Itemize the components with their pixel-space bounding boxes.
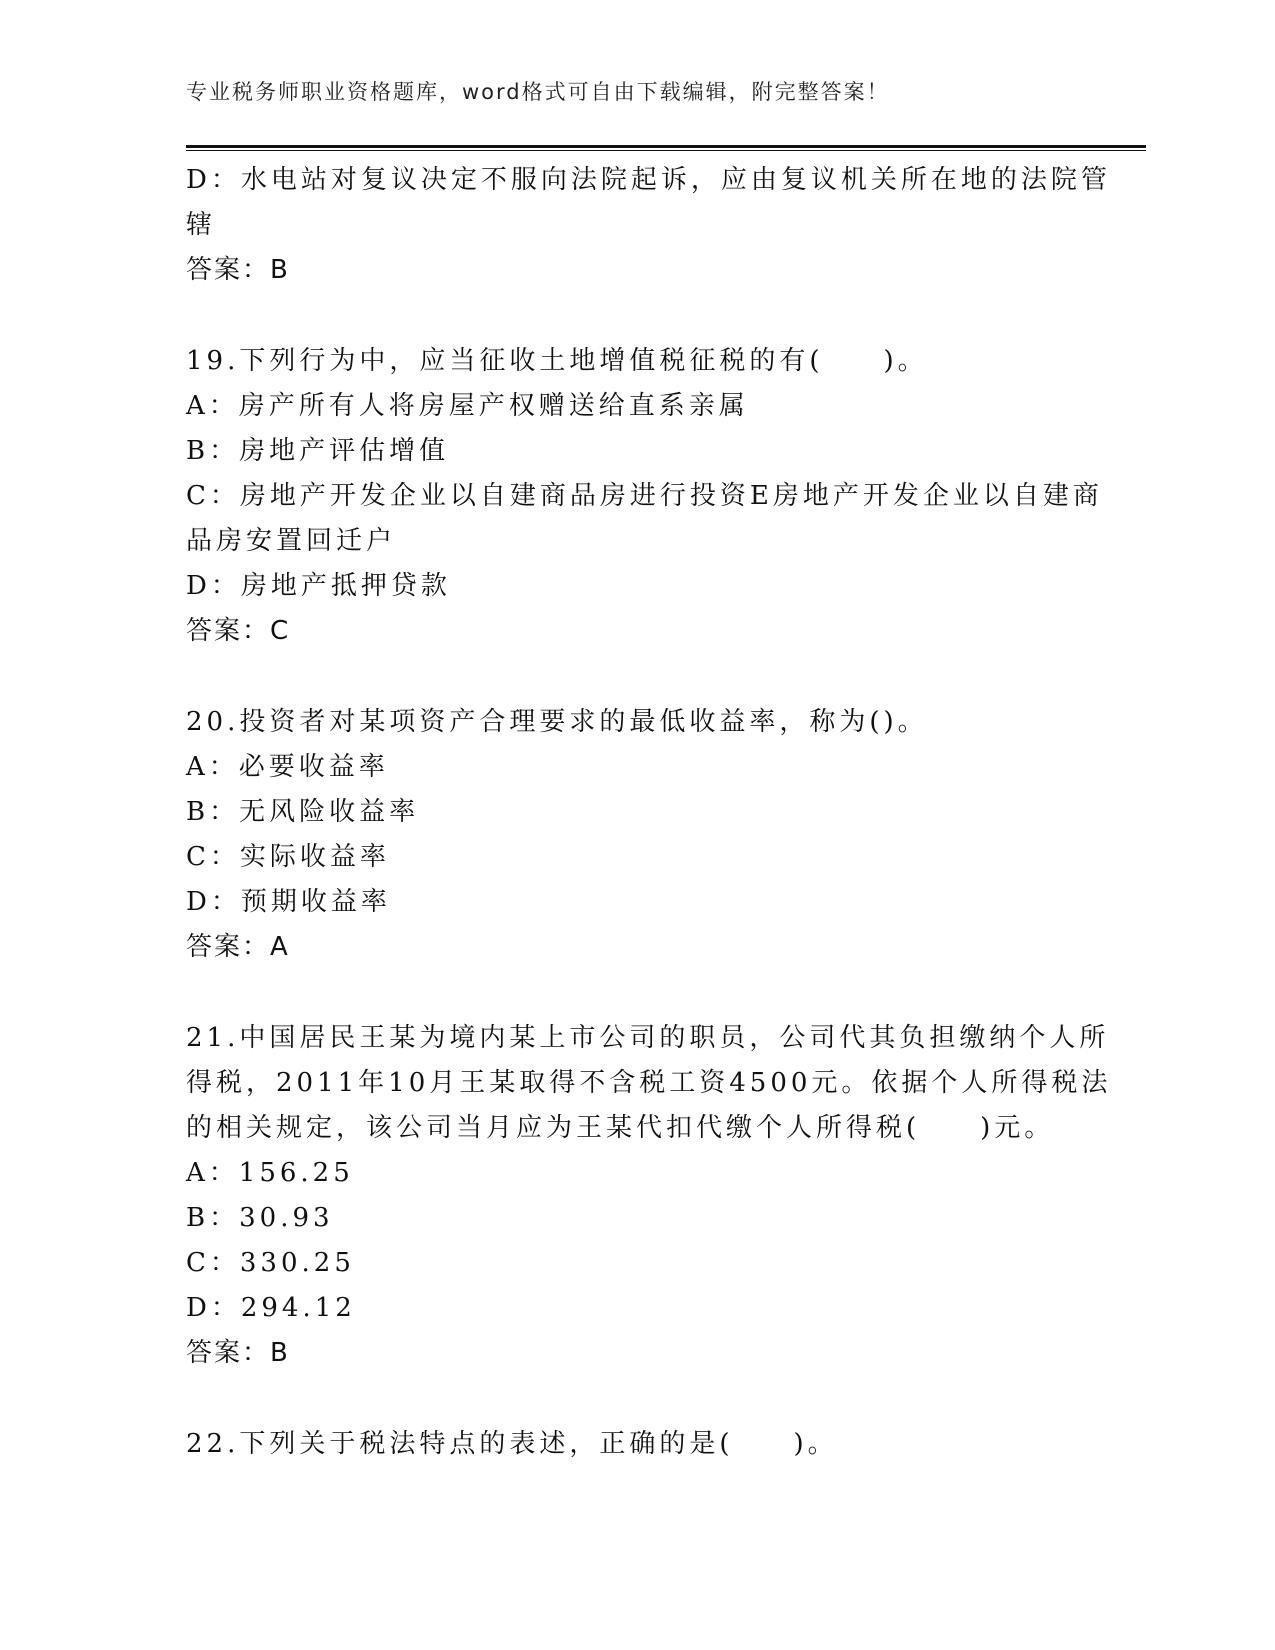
question-21-option-c: C：330.25 xyxy=(186,1248,355,1278)
question-21-answer: 答案：B xyxy=(186,1338,290,1368)
question-20-option-c: C：实际收益率 xyxy=(186,842,390,872)
question-19-answer: 答案：C xyxy=(186,616,291,646)
answer-label: 答案：B xyxy=(186,255,290,285)
option-d-line: D：水电站对复议决定不服向法院起诉，应由复议机关所在地的法院管 xyxy=(186,165,1111,195)
question-21-option-d: D：294.12 xyxy=(186,1293,356,1323)
option-d-line-cont: 辖 xyxy=(186,210,217,240)
question-20-option-a: A：必要收益率 xyxy=(186,752,389,782)
question-content xyxy=(186,158,1112,1467)
question-20-option-d: D：预期收益率 xyxy=(186,887,391,917)
question-19-option-c: C：房地产开发企业以自建商品房进行投资E房地产开发企业以自建商 xyxy=(186,481,1103,511)
header-rule-thick xyxy=(186,145,1146,148)
question-21-stem-cont-2: 的相关规定，该公司当月应为王某代扣代缴个人所得税( )元。 xyxy=(186,1113,1055,1143)
question-21-option-a: A：156.25 xyxy=(186,1158,354,1188)
question-21-stem: 21.中国居民王某为境内某上市公司的职员，公司代其负担缴纳个人所 xyxy=(186,1023,1110,1053)
question-21-option-b: B：30.93 xyxy=(186,1203,334,1233)
question-19-option-c-cont: 品房安置回迁户 xyxy=(186,526,397,556)
question-19-option-a: A：房产所有人将房屋产权赠送给直系亲属 xyxy=(186,391,749,421)
question-20-option-b: B：无风险收益率 xyxy=(186,797,420,827)
page-header: 专业税务师职业资格题库，word格式可自由下载编辑，附完整答案！ xyxy=(186,80,890,104)
question-22-stem: 22.下列关于税法特点的表述，正确的是( )。 xyxy=(186,1429,838,1459)
question-20-stem: 20.投资者对某项资产合理要求的最低收益率，称为()。 xyxy=(186,707,928,737)
question-20-answer: 答案：A xyxy=(186,932,290,962)
question-19-stem: 19.下列行为中，应当征收土地增值税征税的有( )。 xyxy=(186,346,928,376)
question-21-stem-cont-1: 得税，2011年10月王某取得不含税工资4500元。依据个人所得税法 xyxy=(186,1068,1112,1098)
header-rule-thin xyxy=(186,150,1146,151)
question-19-option-d: D：房地产抵押贷款 xyxy=(186,571,451,601)
question-19-option-b: B：房地产评估增值 xyxy=(186,436,450,466)
